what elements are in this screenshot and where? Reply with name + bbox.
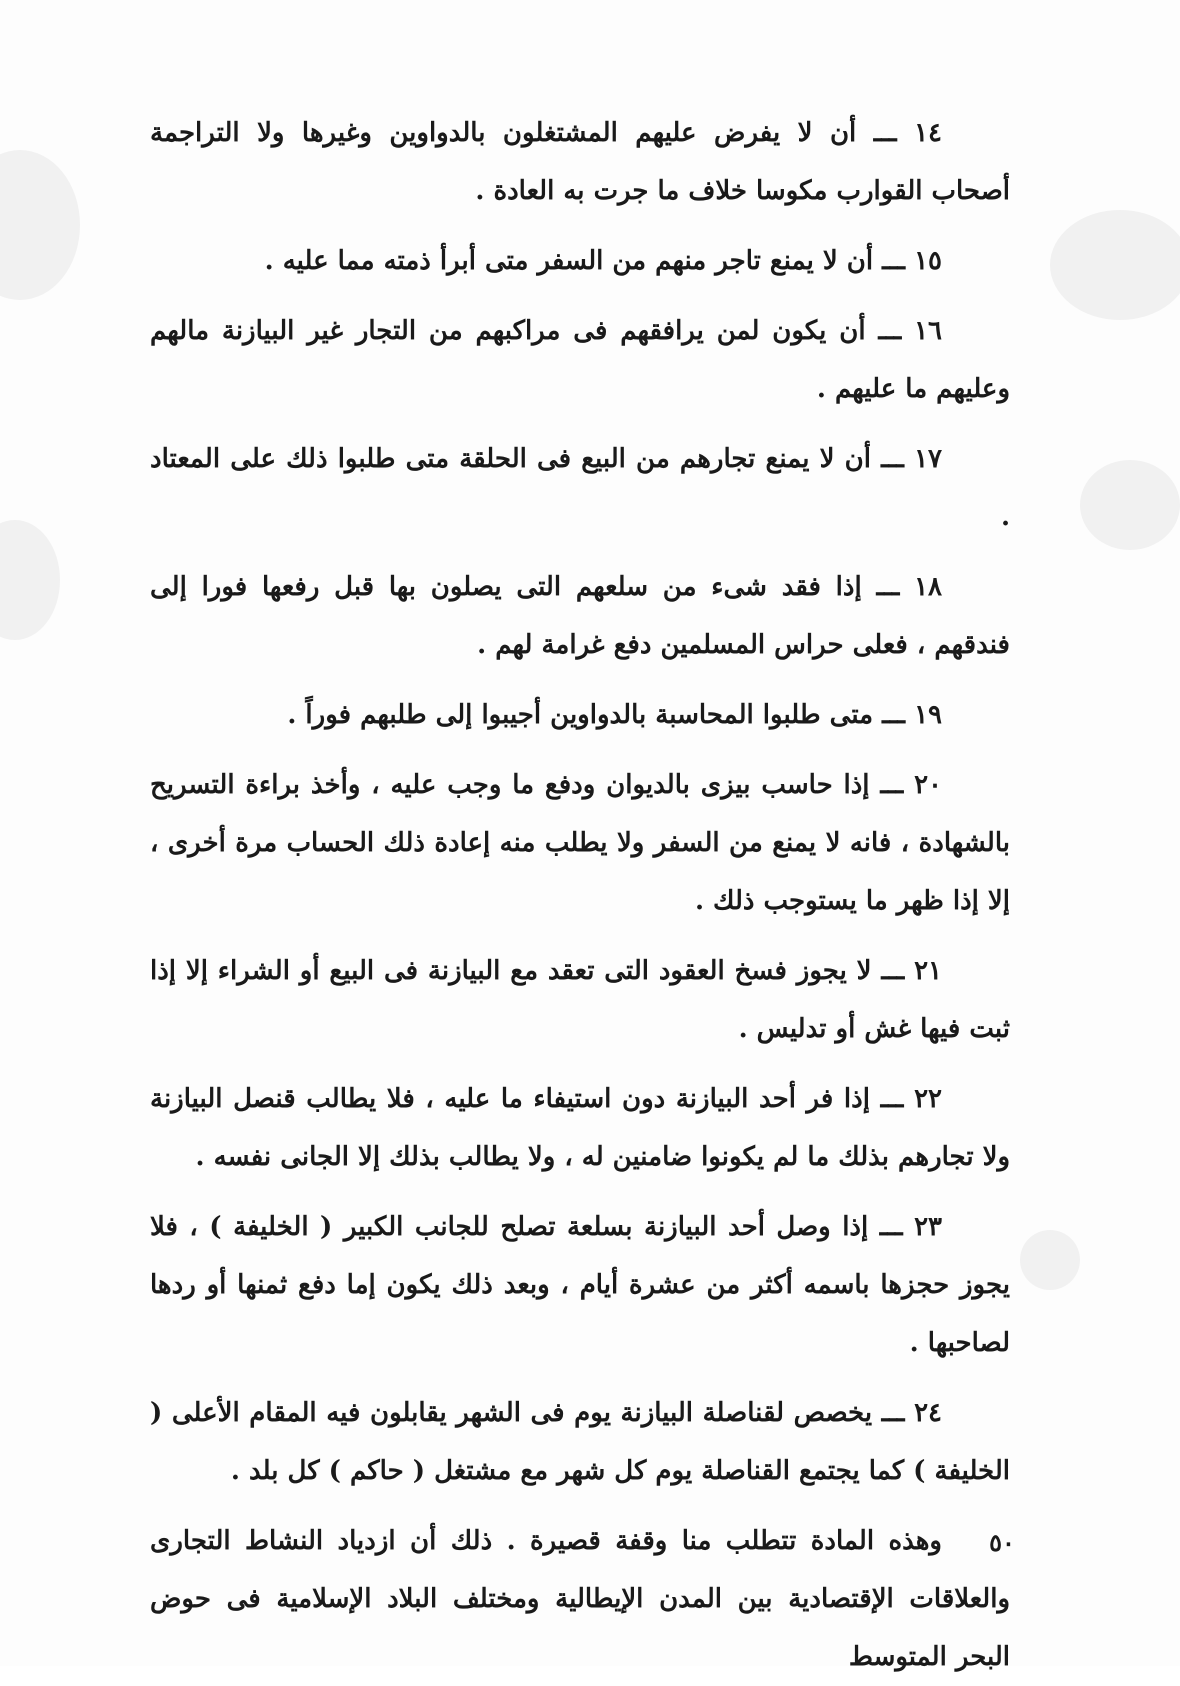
paragraph-item-19: ١٩ ـــ متى طلبوا المحاسبة بالدواوين أجيبوا إلى طلبهم فوراً . xyxy=(287,700,942,730)
paragraph-item-18: ١٨ ـــ إذا فقد شىء من سلعهم التى يصلون بها قبل رفعها فورا إلى فندقهم ، فعلى حراس المسلمين دفع غرامة لهم . xyxy=(150,572,1010,660)
body-text xyxy=(150,104,1010,1686)
paragraph-item-14: ١٤ ـــ أن لا يفرض عليهم المشتغلون بالدواوين وغيرها ولا التراجمة أصحاب القوارب مكوسا خلاف ما جرت به العادة . xyxy=(150,118,1010,206)
scan-artifact xyxy=(1050,210,1180,320)
scan-artifact xyxy=(0,150,80,300)
paragraph-item-20: ٢٠ ـــ إذا حاسب بيزى بالديوان ودفع ما وجب عليه ، وأخذ براءة التسريح بالشهادة ، فانه لا يمنع من السفر ولا يطلب منه إعادة ذلك الحساب مرة أخرى ، إلا إذا ظهر ما يستوجب ذلك . xyxy=(150,770,1010,916)
paragraph-item-22: ٢٢ ـــ إذا فر أحد البيازنة دون استيفاء ما عليه ، فلا يطالب قنصل البيازنة ولا تجارهم بذلك ما لم يكونوا ضامنين له ، ولا يطالب بذلك إلا الجانى نفسه . xyxy=(150,1084,1010,1172)
paragraph-item-15: ١٥ ـــ أن لا يمنع تاجر منهم من السفر متى أبرأ ذمته مما عليه . xyxy=(264,246,942,276)
paragraph-item-24: ٢٤ ـــ يخصص لقناصلة البيازنة يوم فى الشهر يقابلون فيه المقام الأعلى ( الخليفة ) كما يجتمع القناصلة يوم كل شهر مع مشتغل ( حاكم ) كل بلد . xyxy=(150,1398,1010,1486)
paragraph-item-17: ١٧ ـــ أن لا يمنع تجارهم من البيع فى الحلقة متى طلبوا ذلك على المعتاد . xyxy=(150,444,1010,532)
scan-artifact xyxy=(1080,460,1180,550)
paragraph-item-23: ٢٣ ـــ إذا وصل أحد البيازنة بسلعة تصلح للجانب الكبير ( الخليفة ) ، فلا يجوز حجزها باسمه أكثر من عشرة أيام ، وبعد ذلك يكون إما دفع ثمنها أو ردها لصاحبها . xyxy=(150,1212,1010,1358)
scan-artifact xyxy=(0,520,60,640)
commentary-paragraph: وهذه المادة تتطلب منا وقفة قصيرة . ذلك أن ازدياد النشاط التجارى والعلاقات الإقتصادية بين المدن الإيطالية ومختلف البلاد الإسلامية فى حوض البحر المتوسط xyxy=(150,1526,1010,1672)
page-number: ٥٠ xyxy=(989,1528,1015,1557)
paragraph-item-16: ١٦ ـــ أن يكون لمن يرافقهم فى مراكبهم من التجار غير البيازنة مالهم وعليهم ما عليهم . xyxy=(150,316,1010,404)
paragraph-item-21: ٢١ ـــ لا يجوز فسخ العقود التى تعقد مع البيازنة فى البيع أو الشراء إلا إذا ثبت فيها غش أو تدليس . xyxy=(150,956,1010,1044)
scan-artifact xyxy=(1020,1230,1080,1290)
